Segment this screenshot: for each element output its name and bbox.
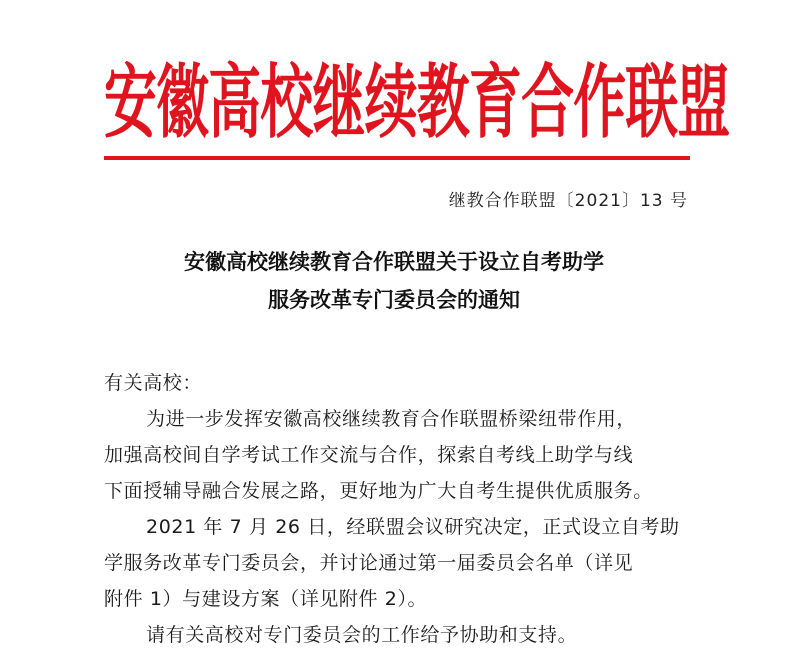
body-line-6: 附件 1）与建设方案（详见附件 2）。 (104, 588, 428, 610)
document-number: 继教合作联盟〔2021〕13 号 (448, 191, 688, 211)
body-line-1: 为进一步发挥安徽高校继续教育合作联盟桥梁纽带作用， (146, 408, 637, 430)
salutation: 有关高校： (104, 372, 203, 394)
document-title-line-2: 服务改革专门委员会的通知 (268, 288, 520, 312)
masthead-red-divider (104, 156, 690, 160)
masthead-org-name: 安徽高校继续教育合作联盟 (104, 55, 730, 149)
body-line-3: 下面授辅导融合发展之路，更好地为广大自考生提供优质服务。 (104, 480, 653, 502)
body-line-5: 学服务改革专门委员会，并讨论通过第一届委员会名单（详见 (104, 552, 634, 574)
body-line-7: 请有关高校对专门委员会的工作给予协助和支持。 (146, 624, 578, 646)
body-line-4: 2021 年 7 月 26 日，经联盟会议研究决定，正式设立自考助 (146, 516, 680, 538)
body-line-2: 加强高校间自学考试工作交流与合作，探索自考线上助学与线 (104, 444, 634, 466)
document-title-line-1: 安徽高校继续教育合作联盟关于设立自考助学 (184, 250, 604, 274)
